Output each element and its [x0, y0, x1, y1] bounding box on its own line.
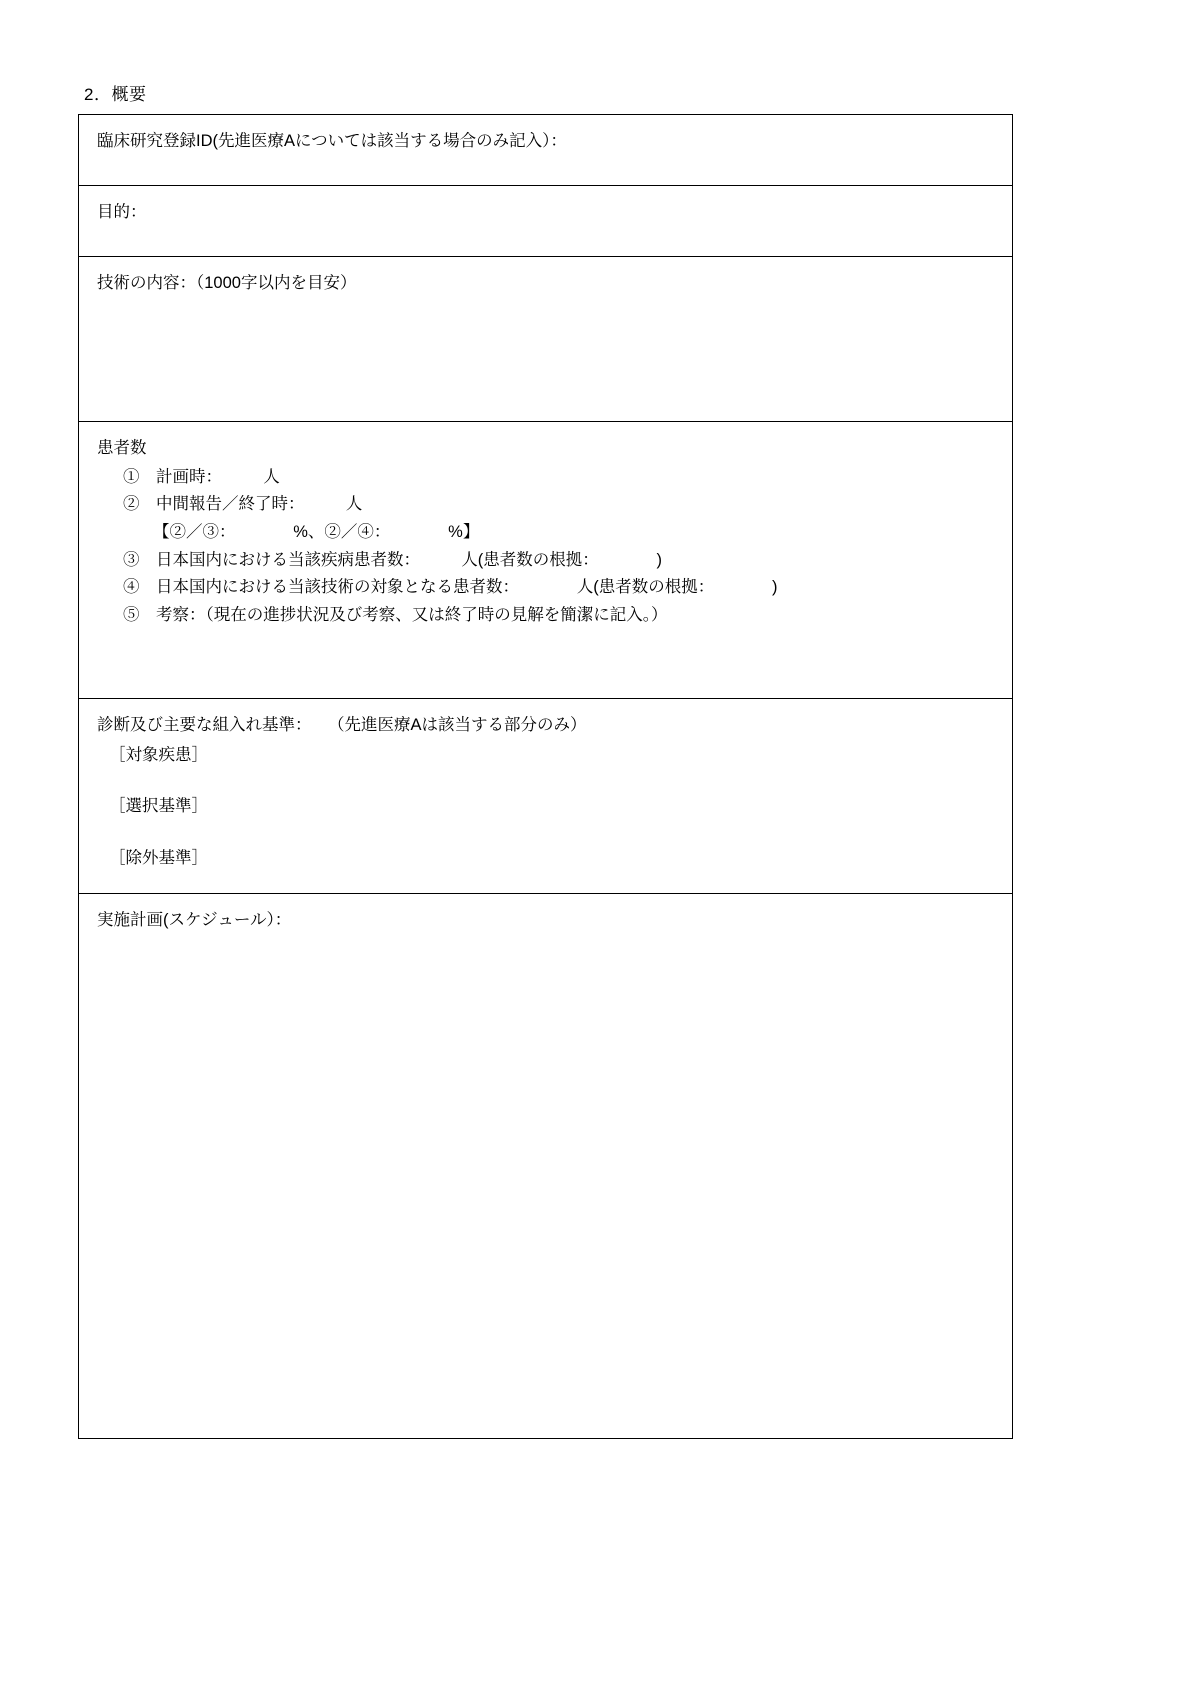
purpose-label: 目的： [97, 203, 147, 221]
patients-item-list [97, 464, 994, 630]
list-item: ① 計画時： 人 [123, 467, 280, 486]
table-row-schedule [79, 894, 1013, 1439]
overview-form-table [78, 114, 1013, 1439]
list-item: ④ 日本国内における当該技術の対象となる患者数： 人(患者数の根拠： ) [123, 578, 778, 597]
technique-content-cell[interactable] [79, 257, 1013, 422]
table-row-registration-id [79, 115, 1013, 186]
registration-id-cell[interactable] [79, 115, 1013, 186]
criteria-inclusion: ［選択基準］ [109, 797, 208, 816]
list-item: ⑤ 考察：（現在の進捗状況及び考察、又は終了時の見解を簡潔に記入。） [123, 606, 668, 625]
purpose-cell[interactable] [79, 186, 1013, 257]
list-item: ② 中間報告／終了時： 人 [123, 495, 363, 514]
schedule-label: 実施計画(スケジュール）： [97, 911, 292, 929]
criteria-target-disease: ［対象疾患］ [109, 745, 208, 764]
criteria-cell[interactable] [79, 699, 1013, 894]
page-title: 2．概要 [84, 85, 147, 104]
list-item: 【②／③： %、②／④： %】 [153, 523, 480, 541]
schedule-cell[interactable] [79, 894, 1013, 1439]
table-row-purpose [79, 186, 1013, 257]
criteria-heading: 診断及び主要な組入れ基準： （先進医療Aは該当する部分のみ） [97, 716, 587, 734]
registration-id-label: 臨床研究登録ID(先進医療Aについては該当する場合のみ記入）： [97, 132, 567, 150]
table-row-patients [79, 422, 1013, 699]
table-row-criteria [79, 699, 1013, 894]
list-item: ③ 日本国内における当該疾病患者数： 人(患者数の根拠： ) [123, 550, 662, 569]
table-row-technique-content [79, 257, 1013, 422]
patients-cell[interactable] [79, 422, 1013, 699]
patients-heading: 患者数 [97, 439, 147, 457]
criteria-exclusion: ［除外基準］ [109, 848, 208, 867]
technique-content-label: 技術の内容：（1000字以内を目安） [97, 274, 357, 292]
